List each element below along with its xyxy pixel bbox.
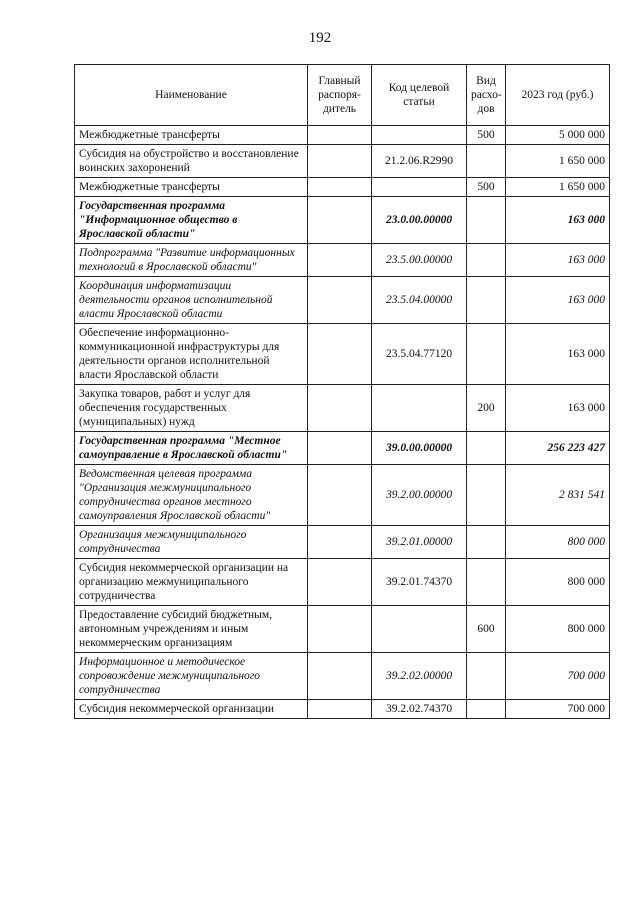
cell-amount: 700 000 bbox=[506, 700, 610, 719]
cell-amount: 163 000 bbox=[506, 277, 610, 324]
cell-amount: 1 650 000 bbox=[506, 145, 610, 178]
cell-name: Подпрограмма "Развитие информационных технологий в Ярославской области" bbox=[75, 244, 308, 277]
cell-name: Предоставление субсидий бюджетным, автономным учреждениям и иным некоммерческим организациям bbox=[75, 606, 308, 653]
cell-amount: 163 000 bbox=[506, 244, 610, 277]
table-header-row bbox=[75, 65, 610, 126]
cell-amount: 2 831 541 bbox=[506, 465, 610, 526]
cell-expense-type: 500 bbox=[467, 178, 506, 197]
table-row bbox=[75, 653, 610, 700]
cell-amount: 163 000 bbox=[506, 324, 610, 385]
cell-amount: 1 650 000 bbox=[506, 178, 610, 197]
header-name: Наименование bbox=[75, 65, 308, 126]
cell-expense-type bbox=[467, 145, 506, 178]
cell-main-manager bbox=[308, 432, 372, 465]
cell-name: Государственная программа "Информационное общество в Ярославской области" bbox=[75, 197, 308, 244]
cell-name: Субсидия на обустройство и восстановление воинских захоронений bbox=[75, 145, 308, 178]
cell-target-code bbox=[372, 606, 467, 653]
table-row bbox=[75, 606, 610, 653]
cell-main-manager bbox=[308, 145, 372, 178]
table-row bbox=[75, 385, 610, 432]
cell-amount: 163 000 bbox=[506, 197, 610, 244]
budget-table bbox=[74, 64, 610, 719]
cell-name: Ведомственная целевая программа "Организация межмуниципального сотрудничества органов местного самоуправления Ярославской области" bbox=[75, 465, 308, 526]
cell-name: Закупка товаров, работ и услуг для обеспечения государственных (муниципальных) нужд bbox=[75, 385, 308, 432]
cell-main-manager bbox=[308, 385, 372, 432]
cell-main-manager bbox=[308, 126, 372, 145]
cell-expense-type bbox=[467, 559, 506, 606]
table-row bbox=[75, 700, 610, 719]
cell-main-manager bbox=[308, 526, 372, 559]
cell-target-code: 39.2.01.00000 bbox=[372, 526, 467, 559]
cell-name: Организация межмуниципального сотрудничества bbox=[75, 526, 308, 559]
page-number: 192 bbox=[308, 30, 332, 46]
cell-main-manager bbox=[308, 244, 372, 277]
cell-main-manager bbox=[308, 606, 372, 653]
cell-main-manager bbox=[308, 700, 372, 719]
cell-amount: 800 000 bbox=[506, 606, 610, 653]
cell-main-manager bbox=[308, 197, 372, 244]
cell-name: Субсидия некоммерческой организации bbox=[75, 700, 308, 719]
cell-target-code: 39.0.00.00000 bbox=[372, 432, 467, 465]
cell-expense-type bbox=[467, 432, 506, 465]
cell-target-code: 23.5.04.77120 bbox=[372, 324, 467, 385]
cell-expense-type bbox=[467, 653, 506, 700]
cell-amount: 256 223 427 bbox=[506, 432, 610, 465]
header-amount: 2023 год (руб.) bbox=[506, 65, 610, 126]
cell-main-manager bbox=[308, 559, 372, 606]
cell-name: Межбюджетные трансферты bbox=[75, 126, 308, 145]
cell-name: Координация информатизации деятельности органов исполнительной власти Ярославской области bbox=[75, 277, 308, 324]
cell-expense-type bbox=[467, 244, 506, 277]
cell-expense-type: 600 bbox=[467, 606, 506, 653]
header-target-code: Код целевой статьи bbox=[372, 65, 467, 126]
table-row bbox=[75, 432, 610, 465]
cell-target-code: 39.2.02.00000 bbox=[372, 653, 467, 700]
cell-expense-type: 200 bbox=[467, 385, 506, 432]
cell-name: Информационное и методическое сопровождение межмуниципального сотрудничества bbox=[75, 653, 308, 700]
cell-expense-type bbox=[467, 277, 506, 324]
cell-name: Межбюджетные трансферты bbox=[75, 178, 308, 197]
table-row bbox=[75, 178, 610, 197]
cell-main-manager bbox=[308, 324, 372, 385]
cell-target-code: 23.5.00.00000 bbox=[372, 244, 467, 277]
cell-expense-type bbox=[467, 324, 506, 385]
cell-target-code: 39.2.00.00000 bbox=[372, 465, 467, 526]
cell-target-code: 39.2.01.74370 bbox=[372, 559, 467, 606]
cell-main-manager bbox=[308, 277, 372, 324]
cell-target-code: 39.2.02.74370 bbox=[372, 700, 467, 719]
table-row bbox=[75, 559, 610, 606]
cell-target-code: 23.5.04.00000 bbox=[372, 277, 467, 324]
table-row bbox=[75, 145, 610, 178]
cell-amount: 5 000 000 bbox=[506, 126, 610, 145]
cell-expense-type bbox=[467, 465, 506, 526]
cell-main-manager bbox=[308, 178, 372, 197]
cell-expense-type: 500 bbox=[467, 126, 506, 145]
cell-target-code bbox=[372, 126, 467, 145]
cell-expense-type bbox=[467, 197, 506, 244]
cell-amount: 700 000 bbox=[506, 653, 610, 700]
cell-target-code bbox=[372, 385, 467, 432]
table-row bbox=[75, 526, 610, 559]
cell-expense-type bbox=[467, 700, 506, 719]
cell-main-manager bbox=[308, 465, 372, 526]
cell-name: Обеспечение информационно-коммуникационной инфраструктуры для деятельности органов исполнительной власти Ярославской области bbox=[75, 324, 308, 385]
table-row bbox=[75, 277, 610, 324]
cell-amount: 163 000 bbox=[506, 385, 610, 432]
cell-name: Субсидия некоммерческой организации на организацию межмуниципального сотрудничества bbox=[75, 559, 308, 606]
cell-target-code: 23.0.00.00000 bbox=[372, 197, 467, 244]
table-row bbox=[75, 465, 610, 526]
table-body bbox=[75, 126, 610, 719]
table-row bbox=[75, 197, 610, 244]
table-row bbox=[75, 126, 610, 145]
table-row bbox=[75, 324, 610, 385]
header-expense-type: Вид расхо-дов bbox=[467, 65, 506, 126]
cell-main-manager bbox=[308, 653, 372, 700]
cell-amount: 800 000 bbox=[506, 559, 610, 606]
cell-name: Государственная программа "Местное самоуправление в Ярославской области" bbox=[75, 432, 308, 465]
cell-target-code bbox=[372, 178, 467, 197]
table-row bbox=[75, 244, 610, 277]
cell-expense-type bbox=[467, 526, 506, 559]
cell-target-code: 21.2.06.R2990 bbox=[372, 145, 467, 178]
cell-amount: 800 000 bbox=[506, 526, 610, 559]
header-main-manager: Главный распоря-дитель bbox=[308, 65, 372, 126]
